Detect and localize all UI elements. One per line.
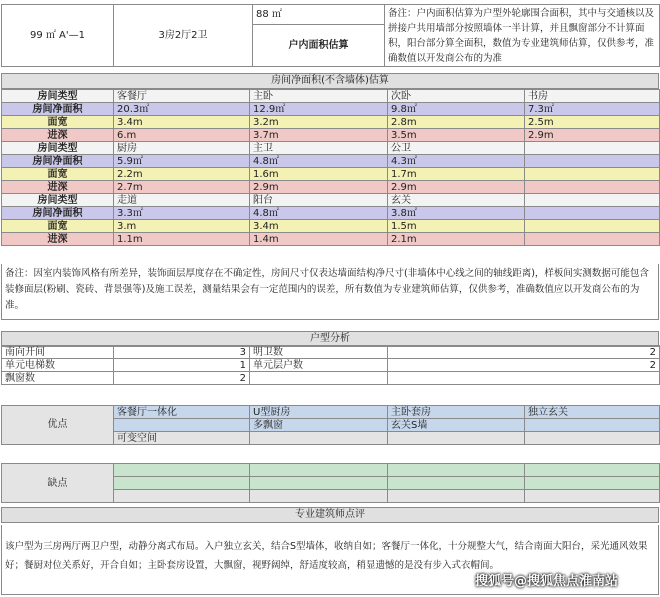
analysis-row bbox=[2, 372, 660, 385]
review-title: 专业建筑师点评 bbox=[1, 507, 659, 523]
room-cell-depth: 2.1m bbox=[388, 233, 525, 246]
room-cell-type: 客餐厅 bbox=[114, 90, 250, 103]
room-row-depth bbox=[2, 181, 660, 194]
room-row-type bbox=[2, 142, 660, 155]
room-cell-width: 3.m bbox=[114, 220, 250, 233]
pros-cell bbox=[250, 432, 388, 445]
analysis-value: 2 bbox=[388, 359, 660, 372]
room-table bbox=[1, 89, 660, 246]
cons-cell bbox=[388, 464, 525, 477]
cons-cell bbox=[525, 477, 660, 490]
room-cell-type: 主卧 bbox=[250, 90, 388, 103]
area-label: 99 ㎡ A'—1 bbox=[2, 5, 114, 67]
room-note: 备注：因室内装饰风格有所差异，装饰面层厚度存在不确定性，房间尺寸仅表达墙面结构净尺寸(非墙体中心线之间的轴线距离)，样板间实测数据可能包含装修面层(粉刷、瓷砖、背景强等)及施工误差，测量结果会有一定范围内的误差，所有数值为专业建筑师估算，仅供参考，准确数值应以开发商公布的为准。 bbox=[1, 264, 659, 320]
room-cell-width: 3.4m bbox=[250, 220, 388, 233]
room-cell-type: 走道 bbox=[114, 194, 250, 207]
pros-cell: 可变空间 bbox=[114, 432, 250, 445]
cons-cell bbox=[114, 490, 250, 503]
room-row-width bbox=[2, 220, 660, 233]
pros-cell bbox=[388, 432, 525, 445]
room-label-area: 房间净面积 bbox=[2, 103, 114, 116]
pros-table bbox=[1, 405, 660, 445]
analysis-row bbox=[2, 346, 660, 359]
room-cell-area: 4.8㎡ bbox=[250, 207, 388, 220]
room-row-depth bbox=[2, 233, 660, 246]
room-cell-width: 3.4m bbox=[114, 116, 250, 129]
room-cell-width: 3.2m bbox=[250, 116, 388, 129]
room-cell-width bbox=[525, 168, 660, 181]
room-row-width bbox=[2, 116, 660, 129]
pros-cell: U型厨房 bbox=[250, 406, 388, 419]
room-cell-type bbox=[525, 194, 660, 207]
room-label-width: 面宽 bbox=[2, 220, 114, 233]
room-cell-depth: 6.m bbox=[114, 129, 250, 142]
pros-cell bbox=[114, 419, 250, 432]
room-cell-area: 4.3㎡ bbox=[388, 155, 525, 168]
room-cell-area: 20.3㎡ bbox=[114, 103, 250, 116]
room-cell-depth: 2.9m bbox=[388, 181, 525, 194]
cons-cell bbox=[250, 464, 388, 477]
room-cell-area: 3.8㎡ bbox=[388, 207, 525, 220]
room-cell-depth: 1.4m bbox=[250, 233, 388, 246]
analysis-row bbox=[2, 359, 660, 372]
cons-label: 缺点 bbox=[2, 464, 114, 503]
header-note: 备注：户内面积估算为户型外轮廓围合面积，其中与交通核以及拼接户共用墙部分按照墙体一半计算，并且飘窗部分不计算面积，阳台部分算全面积，数值为专业建筑师估算，仅供参考，准确数值以开发商公布的为准 bbox=[385, 5, 660, 67]
room-cell-area: 4.8㎡ bbox=[250, 155, 388, 168]
pros-cell: 多飘窗 bbox=[250, 419, 388, 432]
room-cell-width: 1.7m bbox=[388, 168, 525, 181]
cons-cell bbox=[525, 490, 660, 503]
room-cell-depth: 3.5m bbox=[388, 129, 525, 142]
header-table bbox=[1, 4, 660, 67]
size-label: 88 ㎡ bbox=[253, 5, 385, 25]
room-label-depth: 进深 bbox=[2, 181, 114, 194]
room-cell-depth bbox=[525, 181, 660, 194]
room-cell-width bbox=[525, 220, 660, 233]
room-cell-width: 1.5m bbox=[388, 220, 525, 233]
cons-cell bbox=[114, 477, 250, 490]
pros-cell: 主卧套房 bbox=[388, 406, 525, 419]
pros-cell bbox=[525, 419, 660, 432]
room-label-area: 房间净面积 bbox=[2, 207, 114, 220]
room-cell-width: 2.8m bbox=[388, 116, 525, 129]
room-label-depth: 进深 bbox=[2, 129, 114, 142]
analysis-value: 2 bbox=[114, 372, 250, 385]
analysis-label: 明卫数 bbox=[250, 346, 388, 359]
cons-cell bbox=[114, 464, 250, 477]
layout-label: 3房2厅2卫 bbox=[114, 5, 253, 67]
analysis-title: 户型分析 bbox=[1, 331, 659, 347]
room-cell-depth: 1.1m bbox=[114, 233, 250, 246]
room-cell-type: 阳台 bbox=[250, 194, 388, 207]
pros-row bbox=[2, 406, 660, 419]
analysis-label bbox=[250, 372, 388, 385]
cons-row bbox=[2, 464, 660, 477]
analysis-label: 南向开间 bbox=[2, 346, 114, 359]
cons-cell bbox=[250, 477, 388, 490]
room-label-depth: 进深 bbox=[2, 233, 114, 246]
room-label-type: 房间类型 bbox=[2, 194, 114, 207]
room-cell-width: 2.5m bbox=[525, 116, 660, 129]
room-cell-area: 3.3㎡ bbox=[114, 207, 250, 220]
room-cell-area: 7.3㎡ bbox=[525, 103, 660, 116]
cons-cell bbox=[525, 464, 660, 477]
review-text: 该户型为三房两厅两卫户型，动静分离式布局。入户独立玄关，结合S型墙体，收纳自如；客餐厅一体化，十分规整大气，结合南面大阳台，采光通风效果好；餐厨对位关系好，开合自如；主卧套房设置，大飘窗，视野阔绰，舒适度较高，稍显遗憾的是没有步入式衣帽间。 bbox=[5, 541, 648, 571]
room-cell-type: 次卧 bbox=[388, 90, 525, 103]
room-label-width: 面宽 bbox=[2, 168, 114, 181]
room-cell-area bbox=[525, 207, 660, 220]
room-label-type: 房间类型 bbox=[2, 142, 114, 155]
watermark: 搜狐号@搜狐焦点淮南站 bbox=[475, 574, 619, 589]
pros-label: 优点 bbox=[2, 406, 114, 445]
analysis-table bbox=[1, 345, 660, 385]
room-cell-area: 9.8㎡ bbox=[388, 103, 525, 116]
room-label-area: 房间净面积 bbox=[2, 155, 114, 168]
room-row-area bbox=[2, 207, 660, 220]
room-cell-area bbox=[525, 155, 660, 168]
room-cell-area: 5.9㎡ bbox=[114, 155, 250, 168]
room-cell-type: 主卫 bbox=[250, 142, 388, 155]
room-cell-depth: 3.7m bbox=[250, 129, 388, 142]
room-cell-width: 1.6m bbox=[250, 168, 388, 181]
room-row-area bbox=[2, 103, 660, 116]
room-cell-depth bbox=[525, 233, 660, 246]
room-row-depth bbox=[2, 129, 660, 142]
analysis-value: 1 bbox=[114, 359, 250, 372]
room-label-type: 房间类型 bbox=[2, 90, 114, 103]
pros-cell bbox=[525, 432, 660, 445]
analysis-value: 2 bbox=[388, 346, 660, 359]
room-cell-depth: 2.7m bbox=[114, 181, 250, 194]
room-cell-depth: 2.9m bbox=[525, 129, 660, 142]
analysis-label: 单元电梯数 bbox=[2, 359, 114, 372]
analysis-value bbox=[388, 372, 660, 385]
room-row-area bbox=[2, 155, 660, 168]
room-row-type bbox=[2, 194, 660, 207]
room-cell-depth: 2.9m bbox=[250, 181, 388, 194]
room-cell-width: 2.2m bbox=[114, 168, 250, 181]
cons-cell bbox=[388, 477, 525, 490]
header-title: 户内面积估算 bbox=[253, 24, 385, 66]
room-cell-type: 厨房 bbox=[114, 142, 250, 155]
cons-cell bbox=[250, 490, 388, 503]
room-label-width: 面宽 bbox=[2, 116, 114, 129]
pros-cell: 客餐厅一体化 bbox=[114, 406, 250, 419]
room-cell-area: 12.9㎡ bbox=[250, 103, 388, 116]
room-row-type bbox=[2, 90, 660, 103]
analysis-label: 飘窗数 bbox=[2, 372, 114, 385]
room-row-width bbox=[2, 168, 660, 181]
room-cell-type bbox=[525, 142, 660, 155]
room-cell-type: 书房 bbox=[525, 90, 660, 103]
analysis-value: 3 bbox=[114, 346, 250, 359]
cons-cell bbox=[388, 490, 525, 503]
pros-cell: 独立玄关 bbox=[525, 406, 660, 419]
pros-cell: 玄关S墙 bbox=[388, 419, 525, 432]
analysis-label: 单元层户数 bbox=[250, 359, 388, 372]
room-section-title: 房间净面积(不含墙体)估算 bbox=[1, 73, 659, 89]
room-cell-type: 玄关 bbox=[388, 194, 525, 207]
cons-table bbox=[1, 463, 660, 503]
room-cell-type: 公卫 bbox=[388, 142, 525, 155]
